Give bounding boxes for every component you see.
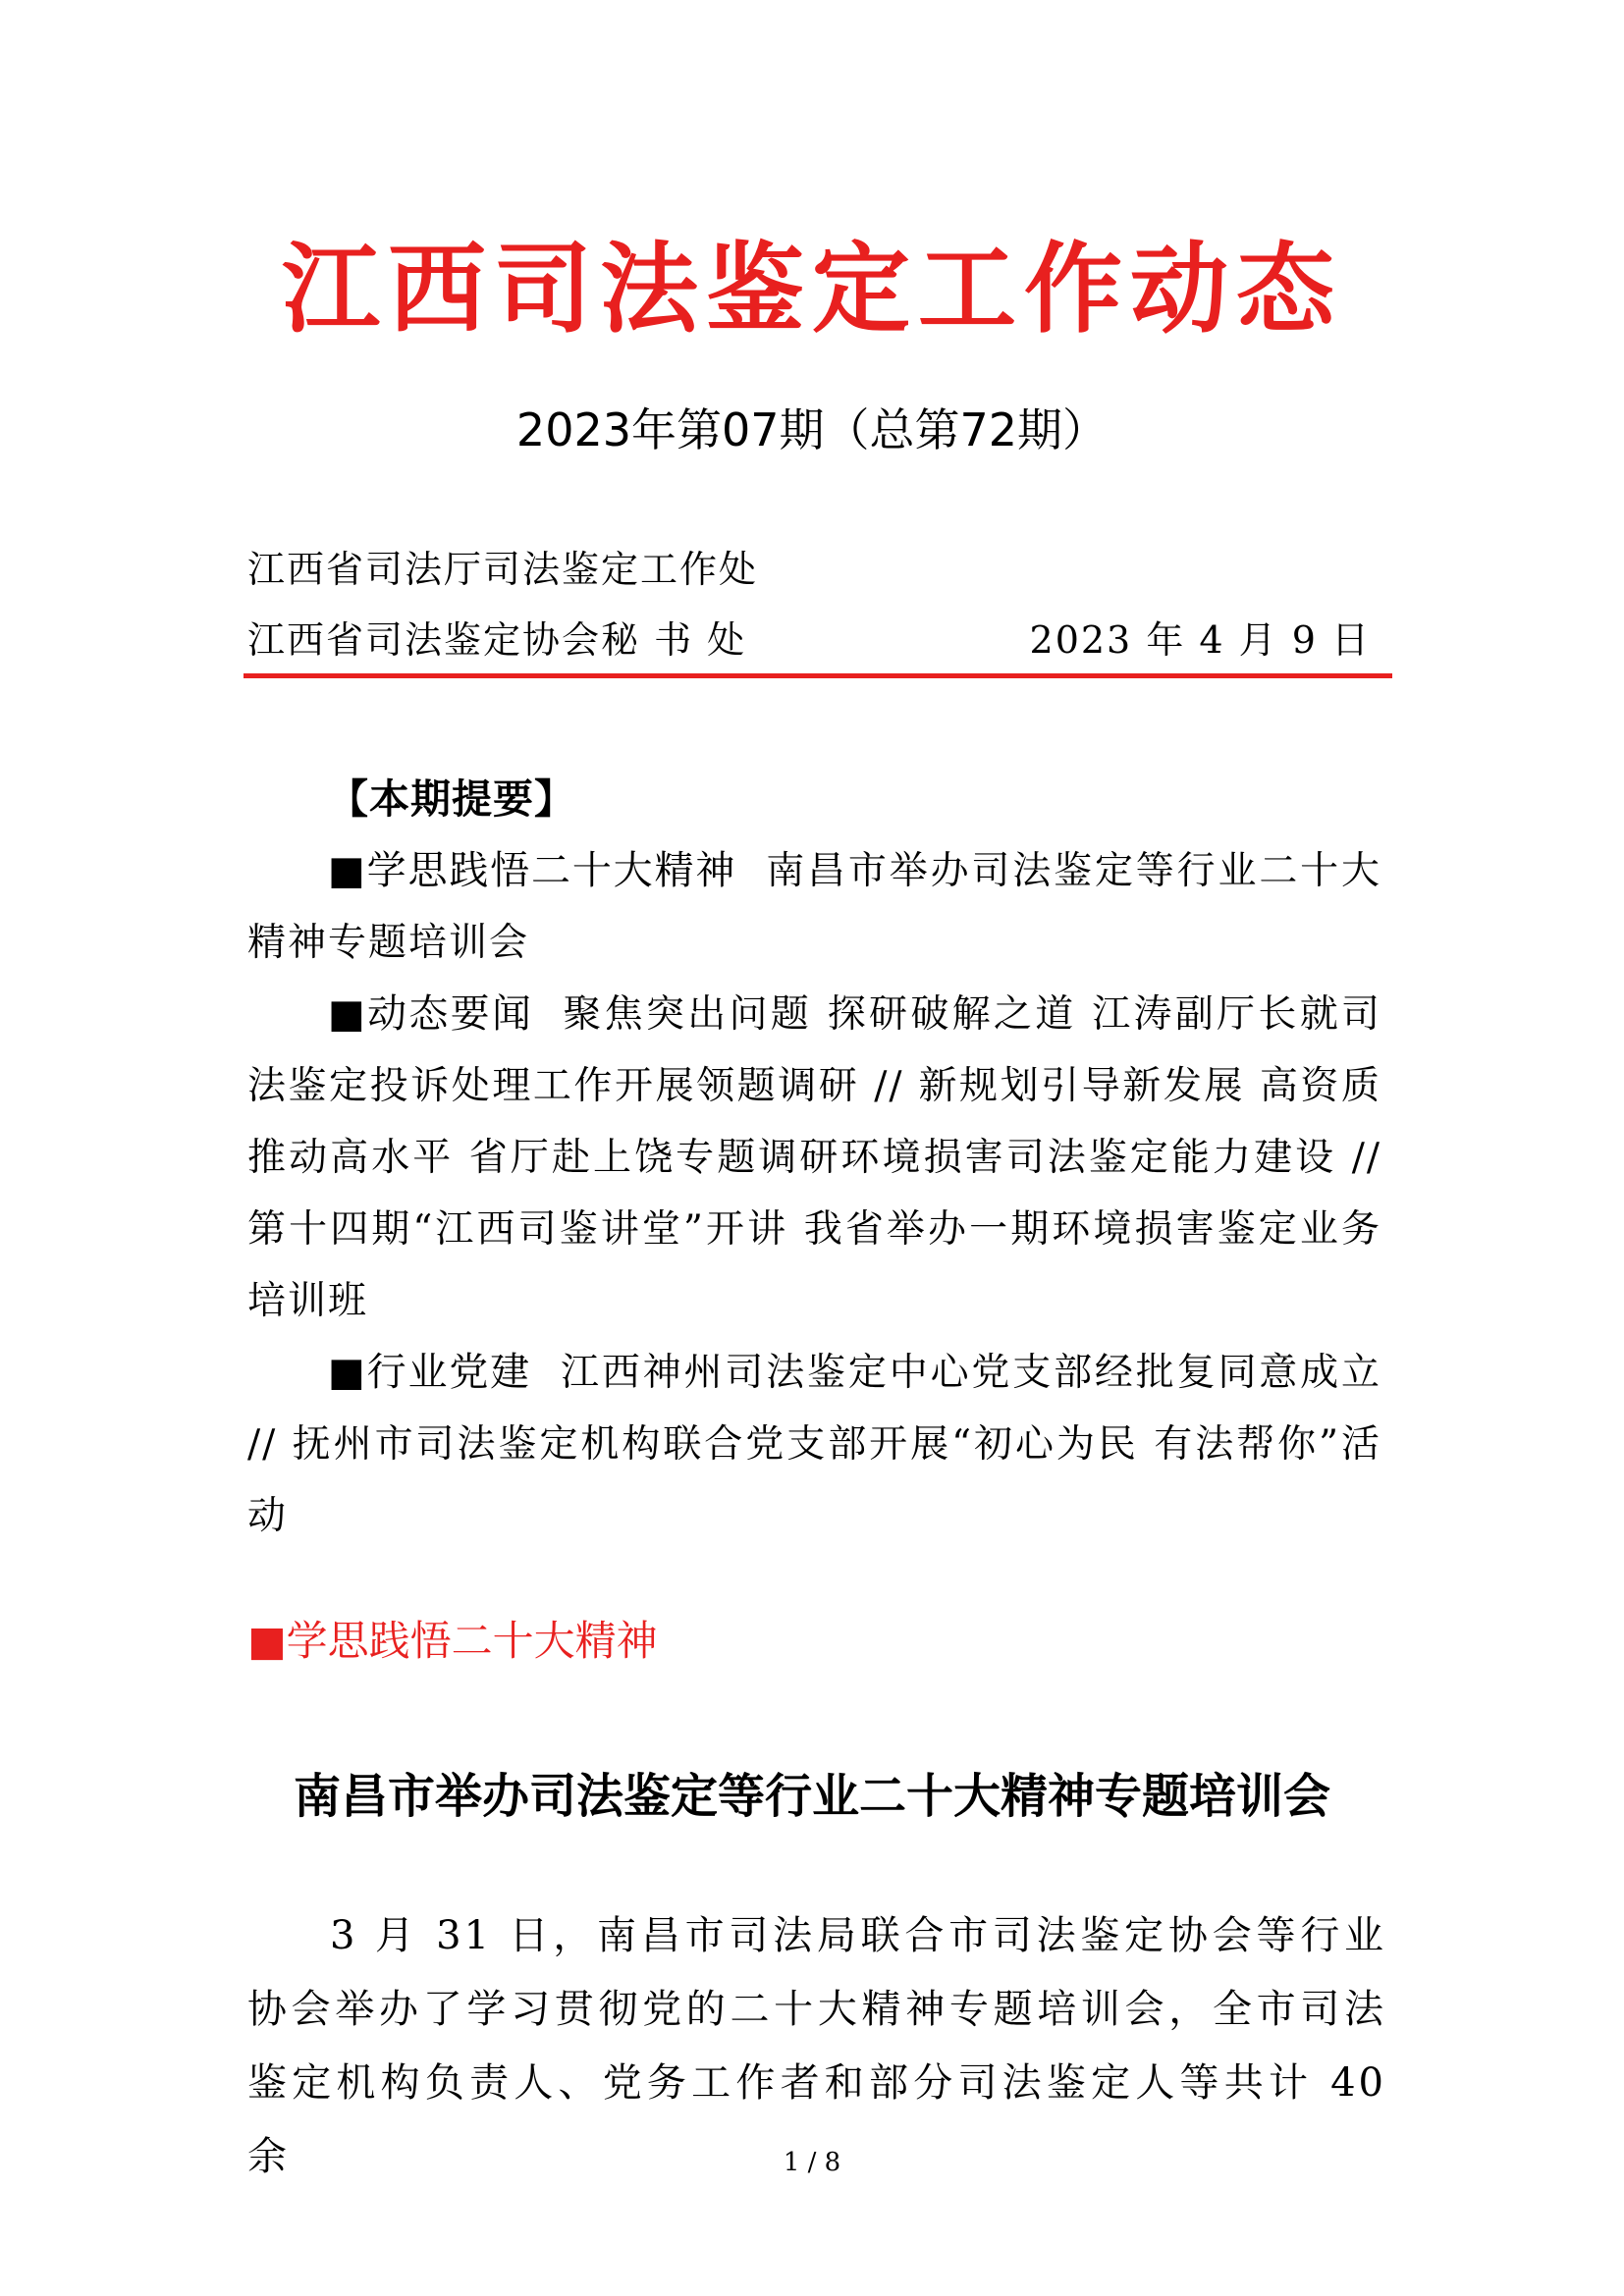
publication-title: 江西司法鉴定工作动态 [282, 232, 1342, 347]
summary-heading: 【本期提要】 [328, 775, 575, 823]
summary-item [247, 979, 1381, 1337]
issuer-line-2: 江西省司法鉴定协会秘 书 处 [247, 618, 747, 662]
summary-item [247, 835, 1381, 979]
summary-item-text: 南昌市举办司法鉴定等行业二十大精神专题培训会 [247, 849, 1381, 965]
summary-item-text: 聚焦突出问题 探研破解之道 江涛副厅长就司法鉴定投诉处理工作开展领题调研 // 新规划引导新发展 高资质推动高水平 省厅赴上饶专题调研环境损害司法鉴定能力建设 // 第十四期“江西司鉴讲堂”开讲 我省举办一期环境损害鉴定业务培训班 [247, 992, 1382, 1323]
summary-section-label: ■行业党建 [328, 1350, 531, 1395]
article-section-label: ■学思践悟二十大精神 [247, 1617, 658, 1665]
article-title: 南昌市举办司法鉴定等行业二十大精神专题培训会 [293, 1769, 1330, 1824]
issuer-line-1: 江西省司法厅司法鉴定工作处 [247, 548, 759, 591]
page-number: 1 / 8 [783, 2148, 841, 2177]
header-divider [244, 673, 1392, 678]
summary-section-label: ■学思践悟二十大精神 [328, 848, 737, 893]
issue-date: 2023 年 4 月 9 日 [1029, 618, 1371, 662]
summary-item [247, 1337, 1381, 1552]
summary-item-text: 江西神州司法鉴定中心党支部经批复同意成立 // 抚州市司法鉴定机构联合党支部开展“初心为民 有法帮你”活动 [247, 1351, 1381, 1538]
article-paragraph: 3 月 31 日，南昌市司法局联合市司法鉴定协会等行业协会举办了学习贯彻党的二十大精神专题培训会，全市司法鉴定机构负责人、党务工作者和部分司法鉴定人等共计 40 余 [247, 1913, 1386, 2179]
summary-section-label: ■动态要闻 [328, 991, 534, 1037]
issue-number: 2023年第07期（总第72期） [515, 403, 1109, 456]
summary-block [247, 764, 1381, 1552]
